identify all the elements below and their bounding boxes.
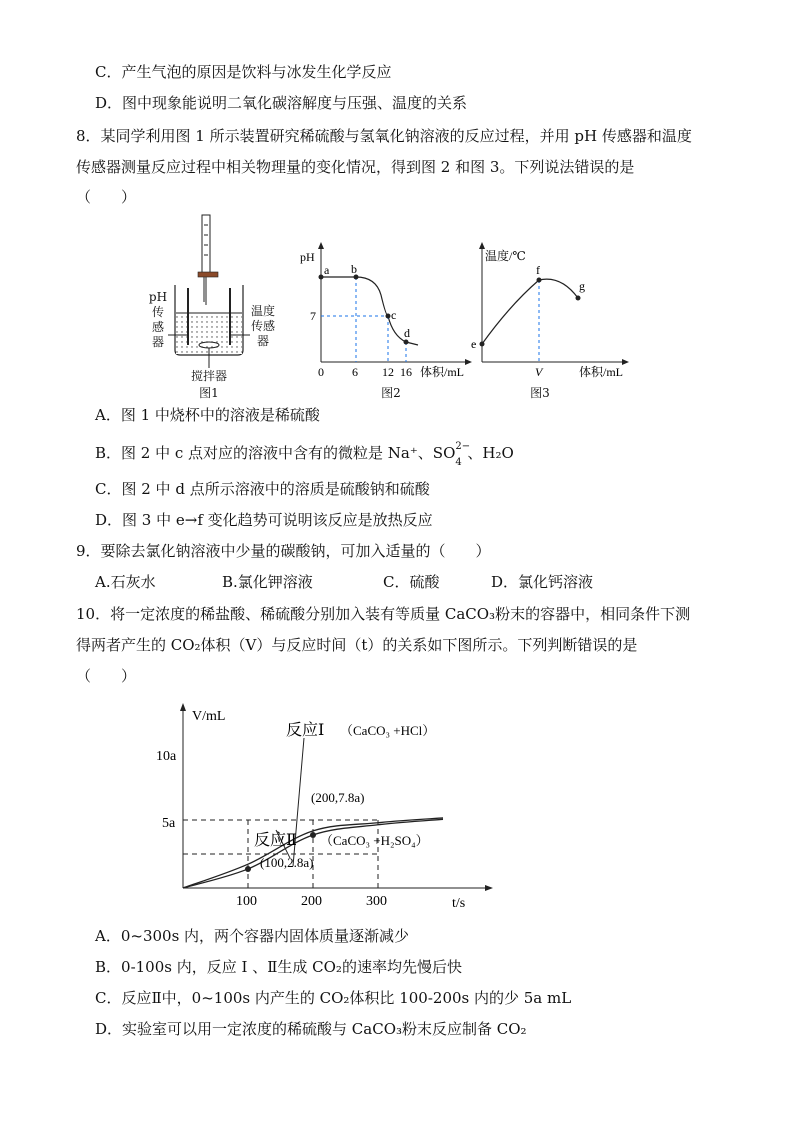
figure-2-caption: 图2 (381, 386, 401, 400)
fig3-temperature-curve (482, 279, 578, 344)
q10-option-d: D．实验室可以用一定浓度的稀硫酸与 CaCO₃粉末反应制备 CO₂ (95, 1020, 527, 1038)
q10-answer-paren: （ ） (76, 667, 137, 685)
q8-option-a: A．图 1 中烧杯中的溶液是稀硫酸 (95, 406, 320, 424)
fig2-x-tick-12: 12 (382, 365, 394, 379)
fig2-point-a: a (324, 263, 330, 277)
series-label-r2-equation: （CaCO₃ +H₂SO₄） (320, 833, 429, 848)
temperature-sensor-label: 温度 传感 器 (250, 304, 275, 348)
fig2-point-c: c (391, 308, 397, 322)
figure-3-caption: 图3 (530, 386, 550, 400)
chart-x-label: t/s (452, 896, 466, 910)
ph-sensor-label: pH 传 感 器 (148, 290, 168, 349)
q9-stem: 9．要除去氯化钠溶液中少量的碳酸钠，可加入适量的（ ） (76, 542, 491, 560)
q9-option-a: A.石灰水 (95, 573, 156, 591)
fig3-x-label: 体积/mL (579, 365, 623, 379)
fig2-x-tick-16: 16 (400, 365, 412, 379)
q8-stem-line2: 传感器测量反应过程中相关物理量的变化情况，得到图 2 和图 3。下列说法错误的是 (76, 158, 635, 176)
q8-stem-line1: 8．某同学利用图 1 所示装置研究稀硫酸与氢氧化钠溶液的反应过程，并用 pH 传感器和温度 (76, 127, 692, 145)
q9-option-b: B.氯化钾溶液 (222, 573, 313, 591)
chart-y-tick-10a: 10a (156, 749, 177, 764)
fig3-point-g: g (579, 279, 585, 293)
fig2-point-d: d (404, 326, 410, 340)
q9-option-d: D．氯化钙溶液 (491, 573, 594, 591)
q10-option-c: C．反应Ⅱ中，0~100s 内产生的 CO₂体积比 100-200s 内的少 5a mL (95, 989, 572, 1007)
q10-option-a: A．0~300s 内，两个容器内固体质量逐渐减少 (95, 927, 410, 945)
series-label-r1-equation: （CaCO₃ +HCl） (340, 723, 436, 738)
figure-1-caption: 图1 (199, 386, 219, 400)
q10-stem-line2: 得两者产生的 CO₂体积（V）与反应时间（t）的关系如下图所示。下列判断错误的是 (76, 636, 638, 654)
chart-x-tick-300: 300 (366, 894, 387, 909)
annotation-100-2.8a: (100,2.8a) (260, 855, 314, 870)
q10-stem-line1: 10．将一定浓度的稀盐酸、稀硫酸分别加入装有等质量 CaCO₃粉末的容器中，相同条件下测 (76, 605, 691, 623)
figure-3-temperature-graph (465, 240, 635, 380)
q8-option-d: D．图 3 中 e→f 变化趋势可说明该反应是放热反应 (95, 511, 433, 529)
annotation-200-7.8a: (200,7.8a) (311, 790, 365, 805)
co2-volume-chart (150, 700, 500, 910)
data-point-100s (245, 866, 251, 872)
fig2-x-label: 体积/mL (420, 365, 464, 379)
q8-option-c: C．图 2 中 d 点所示溶液中的溶质是硫酸钠和硫酸 (95, 480, 430, 498)
fig2-point-b: b (351, 262, 357, 276)
chart-y-tick-5a: 5a (162, 816, 176, 831)
series-label-r1: 反应Ⅰ (286, 722, 325, 739)
q10-option-b: B．0-100s 内，反应 Ⅰ 、Ⅱ生成 CO₂的速率均先慢后快 (95, 958, 462, 976)
figure-2-ph-graph (296, 240, 476, 380)
q8-option-b: B．图 2 中 c 点对应的溶液中含有的微粒是 Na⁺、SO 2− 4 、H₂O (95, 441, 514, 468)
q8-answer-paren: （ ） (76, 188, 137, 206)
fig3-y-label: 温度/℃ (485, 249, 526, 263)
fig2-y-label: pH (300, 250, 315, 264)
chart-y-label: V/mL (192, 709, 226, 724)
fig3-x-tick-v: V (535, 365, 543, 379)
stirrer-label: 搅拌器 (190, 369, 227, 383)
chart-x-tick-200: 200 (301, 894, 322, 909)
q7-option-d: D．图中现象能说明二氧化碳溶解度与压强、温度的关系 (95, 94, 468, 112)
data-point-200s (310, 832, 316, 838)
fig3-point-e: e (471, 337, 477, 351)
q7-option-c: C．产生气泡的原因是饮料与冰发生化学反应 (95, 63, 392, 81)
chart-x-tick-100: 100 (236, 894, 257, 909)
series-label-r2: 反应Ⅱ (254, 832, 297, 849)
q9-option-c: C．硫酸 (383, 573, 440, 591)
fig2-y-tick-7: 7 (310, 309, 316, 323)
fig2-x-tick-6: 6 (352, 365, 358, 379)
fig2-x-tick-0: 0 (318, 365, 324, 379)
fig3-point-f: f (536, 263, 540, 277)
